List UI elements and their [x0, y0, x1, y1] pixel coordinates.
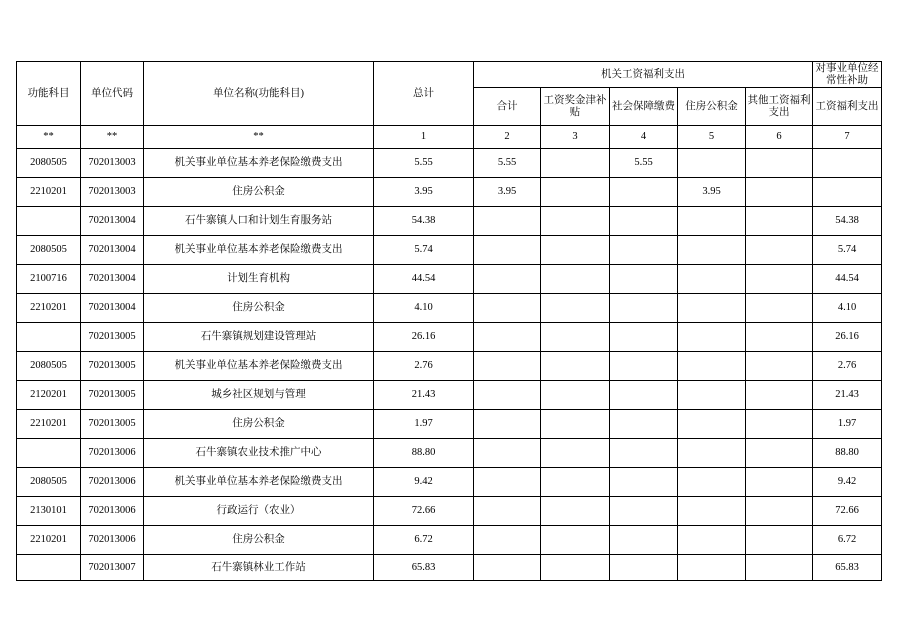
- cell-housing-fund: [678, 410, 746, 439]
- cell-unit-code: 702013006: [81, 439, 144, 468]
- cell-housing-fund: [678, 439, 746, 468]
- cell-total: 9.42: [374, 468, 474, 497]
- cell-subtotal: [474, 468, 541, 497]
- cell-function-code: [17, 323, 81, 352]
- cell-social-security: [610, 207, 678, 236]
- header-subtotal: 合计: [474, 88, 541, 126]
- cell-housing-fund: [678, 294, 746, 323]
- cell-function-code: [17, 555, 81, 581]
- index-housing-fund: 5: [678, 126, 746, 149]
- table-row: [17, 555, 882, 581]
- table-row: [17, 149, 882, 178]
- cell-unit-name: 住房公积金: [144, 410, 374, 439]
- cell-other-welfare: [746, 178, 813, 207]
- cell-social-security: [610, 468, 678, 497]
- cell-total: 3.95: [374, 178, 474, 207]
- index-function-code: **: [17, 126, 81, 149]
- table-row: [17, 410, 882, 439]
- cell-social-security: [610, 323, 678, 352]
- cell-unit-code: 702013005: [81, 352, 144, 381]
- cell-social-security: [610, 410, 678, 439]
- cell-unit-name: 机关事业单位基本养老保险缴费支出: [144, 236, 374, 265]
- cell-subtotal: [474, 439, 541, 468]
- cell-unit-code: 702013004: [81, 294, 144, 323]
- cell-wage-bonus: [541, 352, 610, 381]
- cell-unit-code: 702013005: [81, 410, 144, 439]
- table-row: [17, 381, 882, 410]
- table-row: [17, 265, 882, 294]
- cell-housing-fund: [678, 265, 746, 294]
- cell-subsidy-salary: 54.38: [813, 207, 882, 236]
- cell-other-welfare: [746, 149, 813, 178]
- cell-other-welfare: [746, 352, 813, 381]
- cell-subtotal: [474, 381, 541, 410]
- cell-function-code: 2210201: [17, 178, 81, 207]
- cell-wage-bonus: [541, 236, 610, 265]
- cell-social-security: [610, 526, 678, 555]
- header-function-code: 功能科目: [17, 62, 81, 126]
- header-total: 总计: [374, 62, 474, 126]
- cell-housing-fund: [678, 497, 746, 526]
- cell-unit-name: 机关事业单位基本养老保险缴费支出: [144, 149, 374, 178]
- cell-subsidy-salary: 2.76: [813, 352, 882, 381]
- cell-total: 5.74: [374, 236, 474, 265]
- cell-subsidy-salary: 5.74: [813, 236, 882, 265]
- cell-function-code: 2130101: [17, 497, 81, 526]
- table-row: [17, 178, 882, 207]
- header-subsidy-group: 对事业单位经常性补助: [813, 62, 882, 88]
- cell-total: 6.72: [374, 526, 474, 555]
- cell-other-welfare: [746, 468, 813, 497]
- cell-wage-bonus: [541, 381, 610, 410]
- cell-unit-name: 城乡社区规划与管理: [144, 381, 374, 410]
- cell-unit-code: 702013004: [81, 236, 144, 265]
- cell-subsidy-salary: 65.83: [813, 555, 882, 581]
- cell-wage-bonus: [541, 410, 610, 439]
- header-wage-bonus: 工资奖金津补贴: [541, 88, 610, 126]
- table-row: [17, 439, 882, 468]
- index-unit-name: **: [144, 126, 374, 149]
- cell-subsidy-salary: 6.72: [813, 526, 882, 555]
- table-row: [17, 323, 882, 352]
- cell-other-welfare: [746, 265, 813, 294]
- cell-wage-bonus: [541, 468, 610, 497]
- cell-housing-fund: [678, 352, 746, 381]
- cell-unit-name: 机关事业单位基本养老保险缴费支出: [144, 352, 374, 381]
- cell-subtotal: [474, 323, 541, 352]
- cell-subtotal: 5.55: [474, 149, 541, 178]
- cell-subsidy-salary: 21.43: [813, 381, 882, 410]
- cell-unit-name: 行政运行（农业）: [144, 497, 374, 526]
- cell-unit-name: 机关事业单位基本养老保险缴费支出: [144, 468, 374, 497]
- cell-function-code: 2100716: [17, 265, 81, 294]
- cell-social-security: 5.55: [610, 149, 678, 178]
- cell-function-code: 2080505: [17, 149, 81, 178]
- table-row: [17, 468, 882, 497]
- table-row: [17, 236, 882, 265]
- cell-other-welfare: [746, 381, 813, 410]
- cell-unit-name: 住房公积金: [144, 294, 374, 323]
- cell-other-welfare: [746, 207, 813, 236]
- cell-unit-code: 702013004: [81, 207, 144, 236]
- cell-unit-name: 石牛寨镇农业技术推广中心: [144, 439, 374, 468]
- cell-total: 1.97: [374, 410, 474, 439]
- index-subtotal: 2: [474, 126, 541, 149]
- cell-housing-fund: [678, 149, 746, 178]
- cell-subtotal: [474, 236, 541, 265]
- cell-social-security: [610, 236, 678, 265]
- cell-unit-code: 702013004: [81, 265, 144, 294]
- cell-other-welfare: [746, 439, 813, 468]
- cell-unit-code: 702013006: [81, 497, 144, 526]
- cell-social-security: [610, 265, 678, 294]
- index-row: [17, 126, 882, 149]
- cell-other-welfare: [746, 236, 813, 265]
- cell-function-code: 2080505: [17, 236, 81, 265]
- cell-total: 88.80: [374, 439, 474, 468]
- index-subsidy-salary: 7: [813, 126, 882, 149]
- cell-function-code: 2210201: [17, 526, 81, 555]
- cell-unit-code: 702013005: [81, 381, 144, 410]
- index-wage-bonus: 3: [541, 126, 610, 149]
- cell-subsidy-salary: [813, 178, 882, 207]
- index-other-welfare: 6: [746, 126, 813, 149]
- table-row: [17, 207, 882, 236]
- budget-table: [16, 61, 882, 581]
- cell-unit-code: 702013003: [81, 178, 144, 207]
- cell-subsidy-salary: 1.97: [813, 410, 882, 439]
- header-unit-code: 单位代码: [81, 62, 144, 126]
- cell-wage-bonus: [541, 555, 610, 581]
- cell-unit-code: 702013007: [81, 555, 144, 581]
- cell-function-code: 2080505: [17, 352, 81, 381]
- cell-total: 65.83: [374, 555, 474, 581]
- cell-unit-name: 石牛寨镇规划建设管理站: [144, 323, 374, 352]
- cell-other-welfare: [746, 526, 813, 555]
- cell-wage-bonus: [541, 294, 610, 323]
- cell-social-security: [610, 497, 678, 526]
- cell-other-welfare: [746, 497, 813, 526]
- header-housing-fund: 住房公积金: [678, 88, 746, 126]
- cell-housing-fund: 3.95: [678, 178, 746, 207]
- cell-wage-bonus: [541, 178, 610, 207]
- cell-subsidy-salary: 4.10: [813, 294, 882, 323]
- cell-unit-code: 702013005: [81, 323, 144, 352]
- cell-subtotal: [474, 294, 541, 323]
- cell-other-welfare: [746, 294, 813, 323]
- cell-social-security: [610, 555, 678, 581]
- cell-wage-bonus: [541, 323, 610, 352]
- cell-subtotal: [474, 555, 541, 581]
- cell-housing-fund: [678, 236, 746, 265]
- cell-function-code: 2210201: [17, 410, 81, 439]
- cell-social-security: [610, 439, 678, 468]
- index-unit-code: **: [81, 126, 144, 149]
- cell-unit-code: 702013006: [81, 526, 144, 555]
- table-row: [17, 526, 882, 555]
- cell-subsidy-salary: 9.42: [813, 468, 882, 497]
- cell-unit-code: 702013003: [81, 149, 144, 178]
- cell-subtotal: [474, 497, 541, 526]
- cell-total: 2.76: [374, 352, 474, 381]
- cell-unit-name: 计划生育机构: [144, 265, 374, 294]
- cell-subtotal: [474, 410, 541, 439]
- cell-housing-fund: [678, 207, 746, 236]
- cell-function-code: [17, 207, 81, 236]
- cell-subsidy-salary: 26.16: [813, 323, 882, 352]
- cell-unit-code: 702013006: [81, 468, 144, 497]
- cell-wage-bonus: [541, 149, 610, 178]
- cell-total: 44.54: [374, 265, 474, 294]
- header-social-security: 社会保障缴费: [610, 88, 678, 126]
- header-subsidy-salary: 工资福利支出: [813, 88, 882, 126]
- cell-housing-fund: [678, 468, 746, 497]
- cell-wage-bonus: [541, 265, 610, 294]
- cell-social-security: [610, 381, 678, 410]
- cell-subsidy-salary: 44.54: [813, 265, 882, 294]
- cell-subtotal: [474, 265, 541, 294]
- header-other-welfare: 其他工资福利支出: [746, 88, 813, 126]
- cell-unit-name: 石牛寨镇人口和计划生育服务站: [144, 207, 374, 236]
- cell-function-code: [17, 439, 81, 468]
- cell-subtotal: [474, 352, 541, 381]
- cell-function-code: 2080505: [17, 468, 81, 497]
- cell-total: 72.66: [374, 497, 474, 526]
- cell-housing-fund: [678, 555, 746, 581]
- cell-unit-name: 住房公积金: [144, 178, 374, 207]
- cell-total: 5.55: [374, 149, 474, 178]
- cell-social-security: [610, 352, 678, 381]
- cell-other-welfare: [746, 323, 813, 352]
- table-row: [17, 497, 882, 526]
- cell-subsidy-salary: 88.80: [813, 439, 882, 468]
- cell-function-code: 2120201: [17, 381, 81, 410]
- cell-function-code: 2210201: [17, 294, 81, 323]
- cell-total: 54.38: [374, 207, 474, 236]
- cell-other-welfare: [746, 555, 813, 581]
- header-org-salary-group: 机关工资福利支出: [474, 62, 813, 88]
- cell-housing-fund: [678, 381, 746, 410]
- cell-subsidy-salary: 72.66: [813, 497, 882, 526]
- cell-housing-fund: [678, 323, 746, 352]
- cell-other-welfare: [746, 410, 813, 439]
- cell-subsidy-salary: [813, 149, 882, 178]
- index-total: 1: [374, 126, 474, 149]
- index-social-security: 4: [610, 126, 678, 149]
- cell-social-security: [610, 178, 678, 207]
- cell-unit-name: 石牛寨镇林业工作站: [144, 555, 374, 581]
- cell-social-security: [610, 294, 678, 323]
- cell-subtotal: [474, 207, 541, 236]
- cell-total: 4.10: [374, 294, 474, 323]
- cell-total: 21.43: [374, 381, 474, 410]
- table-row: [17, 352, 882, 381]
- header-row-top: [17, 62, 882, 88]
- cell-subtotal: 3.95: [474, 178, 541, 207]
- cell-wage-bonus: [541, 526, 610, 555]
- cell-unit-name: 住房公积金: [144, 526, 374, 555]
- cell-housing-fund: [678, 526, 746, 555]
- cell-wage-bonus: [541, 207, 610, 236]
- cell-wage-bonus: [541, 439, 610, 468]
- cell-total: 26.16: [374, 323, 474, 352]
- header-unit-name: 单位名称(功能科目): [144, 62, 374, 126]
- table-row: [17, 294, 882, 323]
- cell-subtotal: [474, 526, 541, 555]
- cell-wage-bonus: [541, 497, 610, 526]
